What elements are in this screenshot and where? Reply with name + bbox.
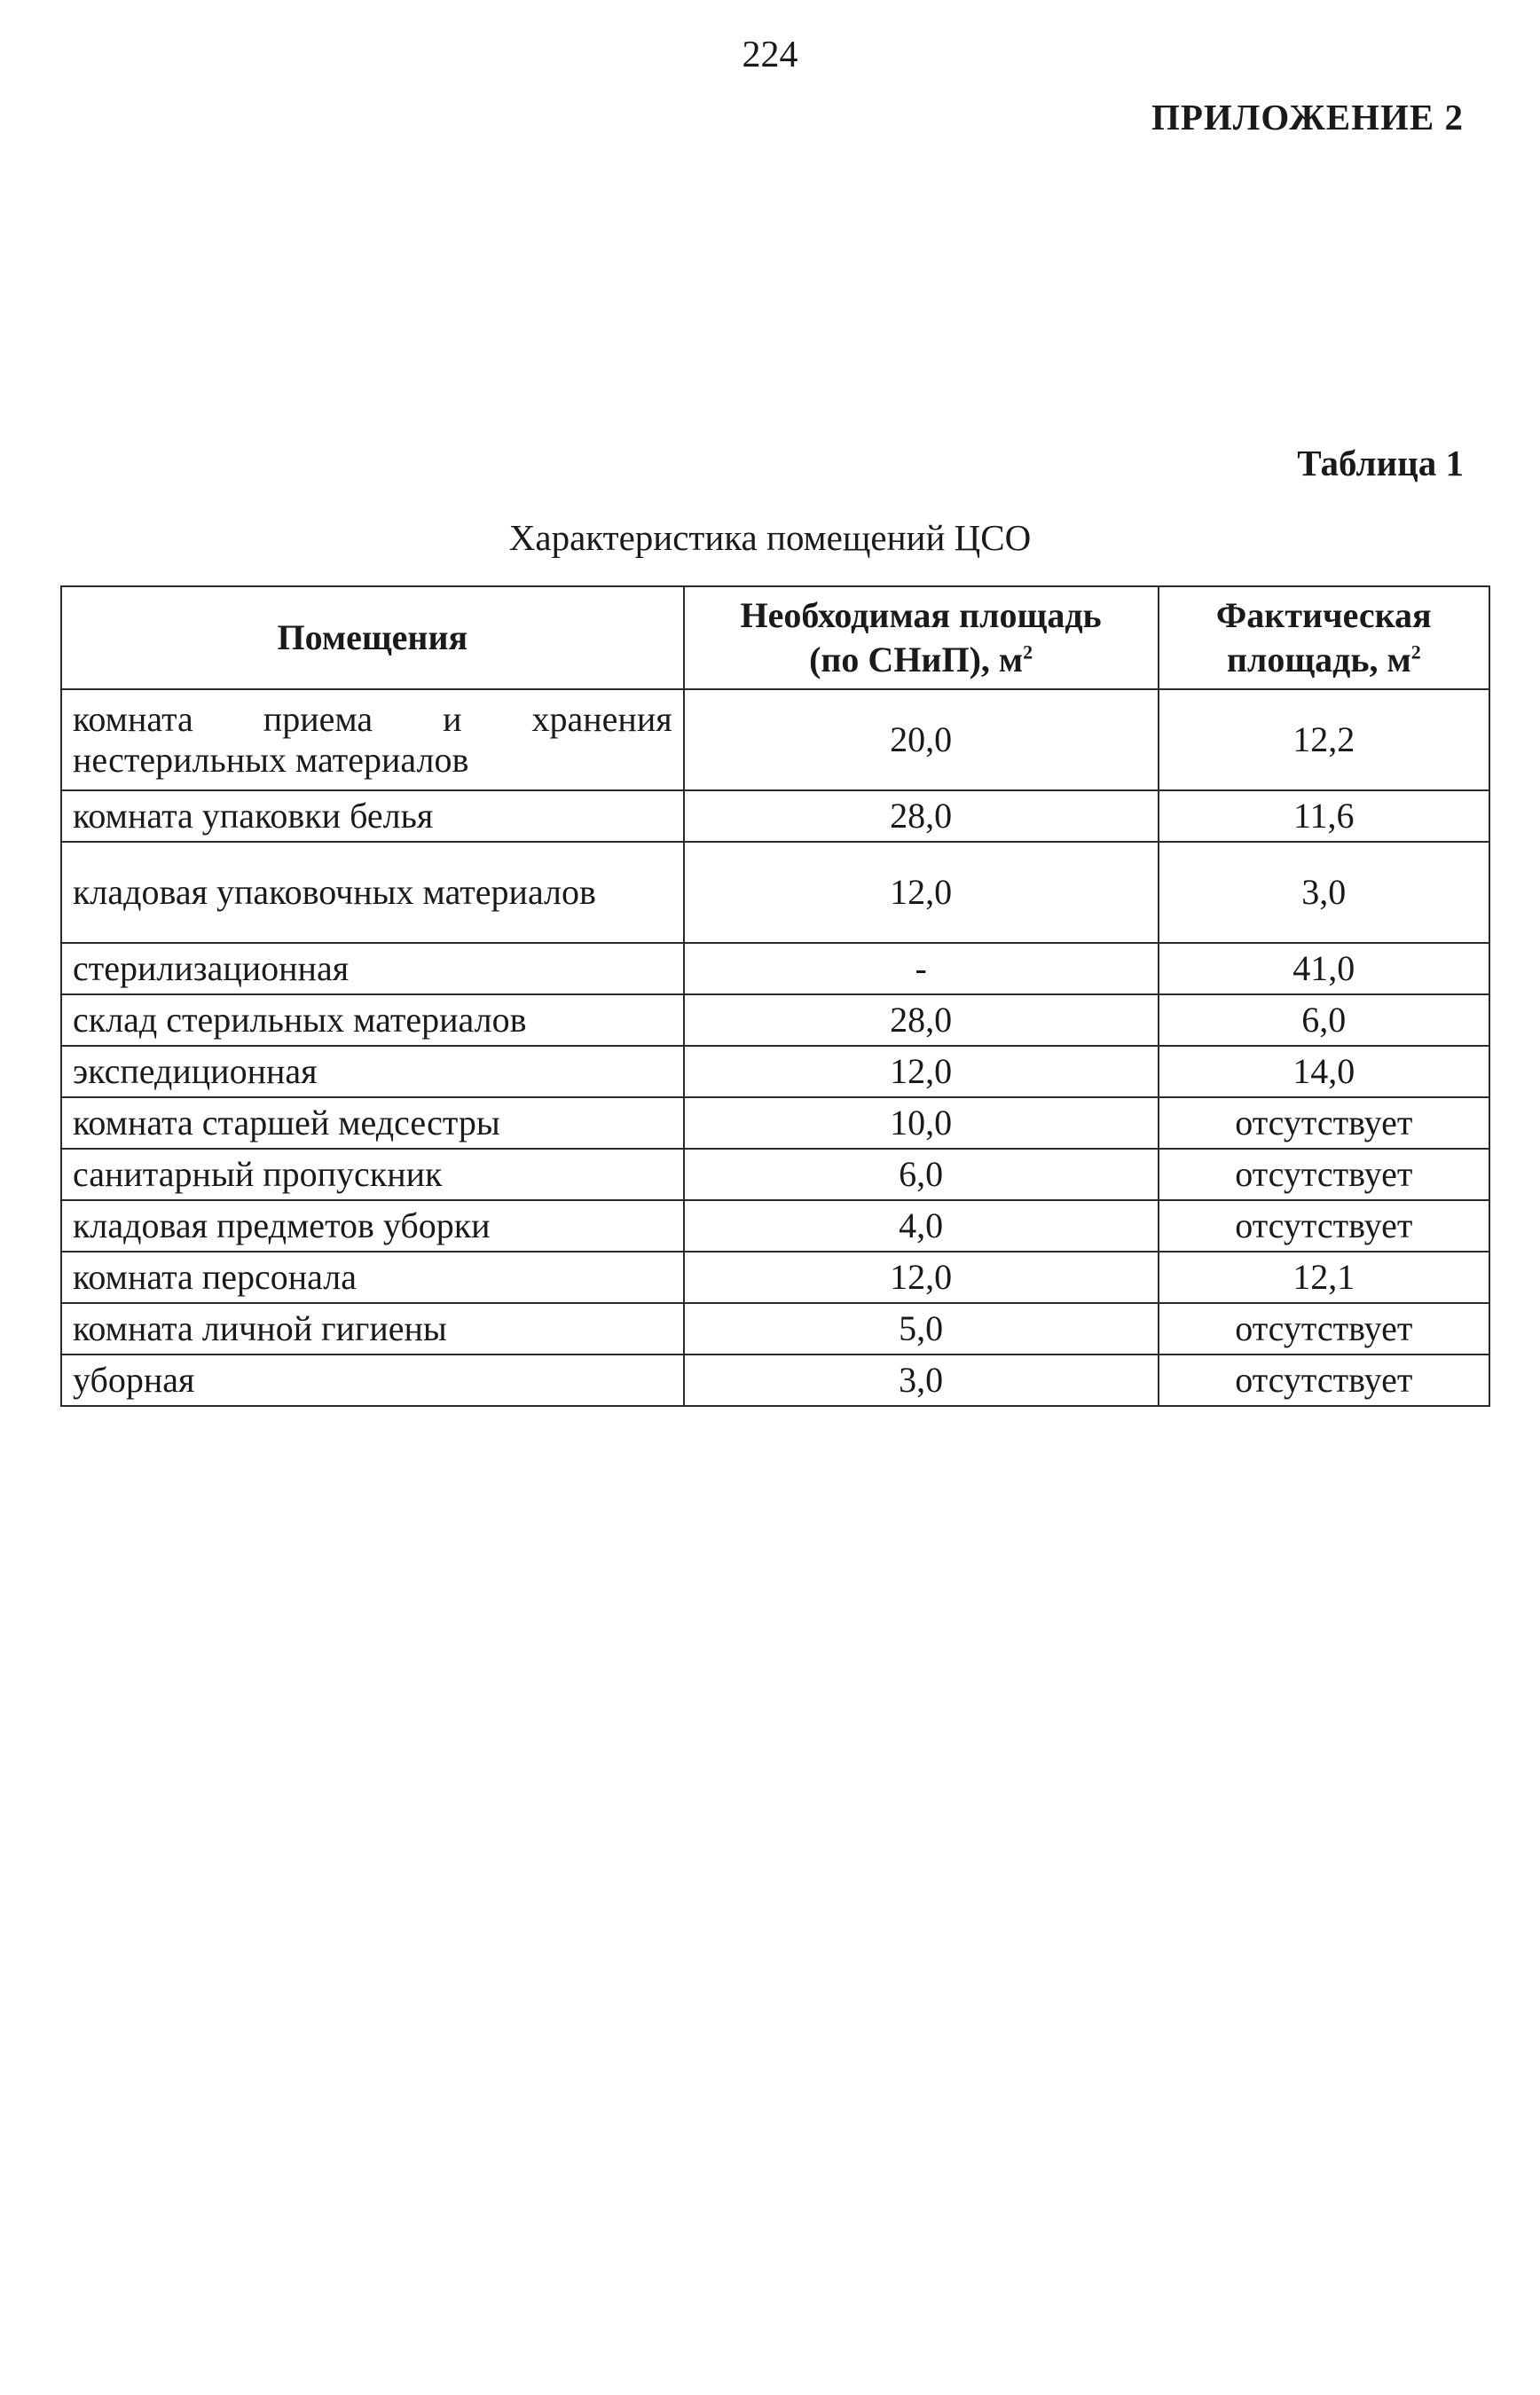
header-rooms (61, 586, 684, 689)
header-actual-line2: площадь, м (1226, 640, 1411, 679)
table-body (61, 689, 1489, 1406)
required-area-cell: - (684, 943, 1159, 994)
actual-area-cell: 12,2 (1159, 689, 1489, 790)
table-row (61, 994, 1489, 1046)
table-row (61, 1046, 1489, 1097)
actual-area-cell: отсутствует (1159, 1200, 1489, 1252)
table-row (61, 943, 1489, 994)
room-name-cell: комната упаковки белья (61, 790, 684, 842)
actual-area-cell: отсутствует (1159, 1303, 1489, 1355)
unit-power: 2 (1023, 640, 1033, 664)
actual-area-cell: 41,0 (1159, 943, 1489, 994)
room-name-cell: кладовая упаковочных материалов (61, 842, 684, 943)
required-area-cell: 4,0 (684, 1200, 1159, 1252)
room-name-cell: санитарный пропускник (61, 1149, 684, 1200)
required-area-cell: 3,0 (684, 1355, 1159, 1406)
required-area-cell: 28,0 (684, 994, 1159, 1046)
page-number: 224 (742, 35, 798, 75)
header-required-line2: (по СНиП), м (809, 640, 1024, 679)
unit-power: 2 (1410, 640, 1421, 664)
required-area-cell: 28,0 (684, 790, 1159, 842)
room-name-cell: склад стерильных материалов (61, 994, 684, 1046)
room-name-cell: комната старшей медсестры (61, 1097, 684, 1149)
rooms-table (60, 585, 1490, 1407)
header-required-line1: Необходимая площадь (740, 595, 1102, 635)
actual-area-cell: отсутствует (1159, 1355, 1489, 1406)
table-caption: Характеристика помещений ЦСО (508, 517, 1032, 558)
table-row (61, 842, 1489, 943)
table-row (61, 1200, 1489, 1252)
required-area-cell: 10,0 (684, 1097, 1159, 1149)
required-area-cell: 12,0 (684, 1046, 1159, 1097)
actual-area-cell: 14,0 (1159, 1046, 1489, 1097)
table-header-row (61, 586, 1489, 689)
table-row (61, 790, 1489, 842)
required-area-cell: 12,0 (684, 842, 1159, 943)
actual-area-cell: отсутствует (1159, 1149, 1489, 1200)
table-row (61, 1097, 1489, 1149)
table-row (61, 1149, 1489, 1200)
table-row (61, 1355, 1489, 1406)
table-row (61, 1252, 1489, 1303)
room-name-cell: экспедиционная (61, 1046, 684, 1097)
required-area-cell: 20,0 (684, 689, 1159, 790)
table-row (61, 689, 1489, 790)
table-row (61, 1303, 1489, 1355)
required-area-cell: 5,0 (684, 1303, 1159, 1355)
room-name-cell: уборная (61, 1355, 684, 1406)
header-required-area (684, 586, 1159, 689)
room-name-cell: комната персонала (61, 1252, 684, 1303)
room-name-cell: стерилизационная (61, 943, 684, 994)
actual-area-cell: 12,1 (1159, 1252, 1489, 1303)
required-area-cell: 12,0 (684, 1252, 1159, 1303)
required-area-cell: 6,0 (684, 1149, 1159, 1200)
actual-area-cell: 3,0 (1159, 842, 1489, 943)
room-name-cell: комната приема и хранения нестерильных материалов (61, 689, 684, 790)
table-number: Таблица 1 (1297, 443, 1464, 483)
actual-area-cell: 6,0 (1159, 994, 1489, 1046)
appendix-heading: ПРИЛОЖЕНИЕ 2 (1151, 97, 1464, 137)
actual-area-cell: 11,6 (1159, 790, 1489, 842)
header-actual-line1: Фактическая (1215, 595, 1432, 635)
room-name-cell: комната личной гигиены (61, 1303, 684, 1355)
actual-area-cell: отсутствует (1159, 1097, 1489, 1149)
header-actual-area (1159, 586, 1489, 689)
room-name-cell: кладовая предметов уборки (61, 1200, 684, 1252)
header-rooms-label: Помещения (277, 617, 468, 657)
